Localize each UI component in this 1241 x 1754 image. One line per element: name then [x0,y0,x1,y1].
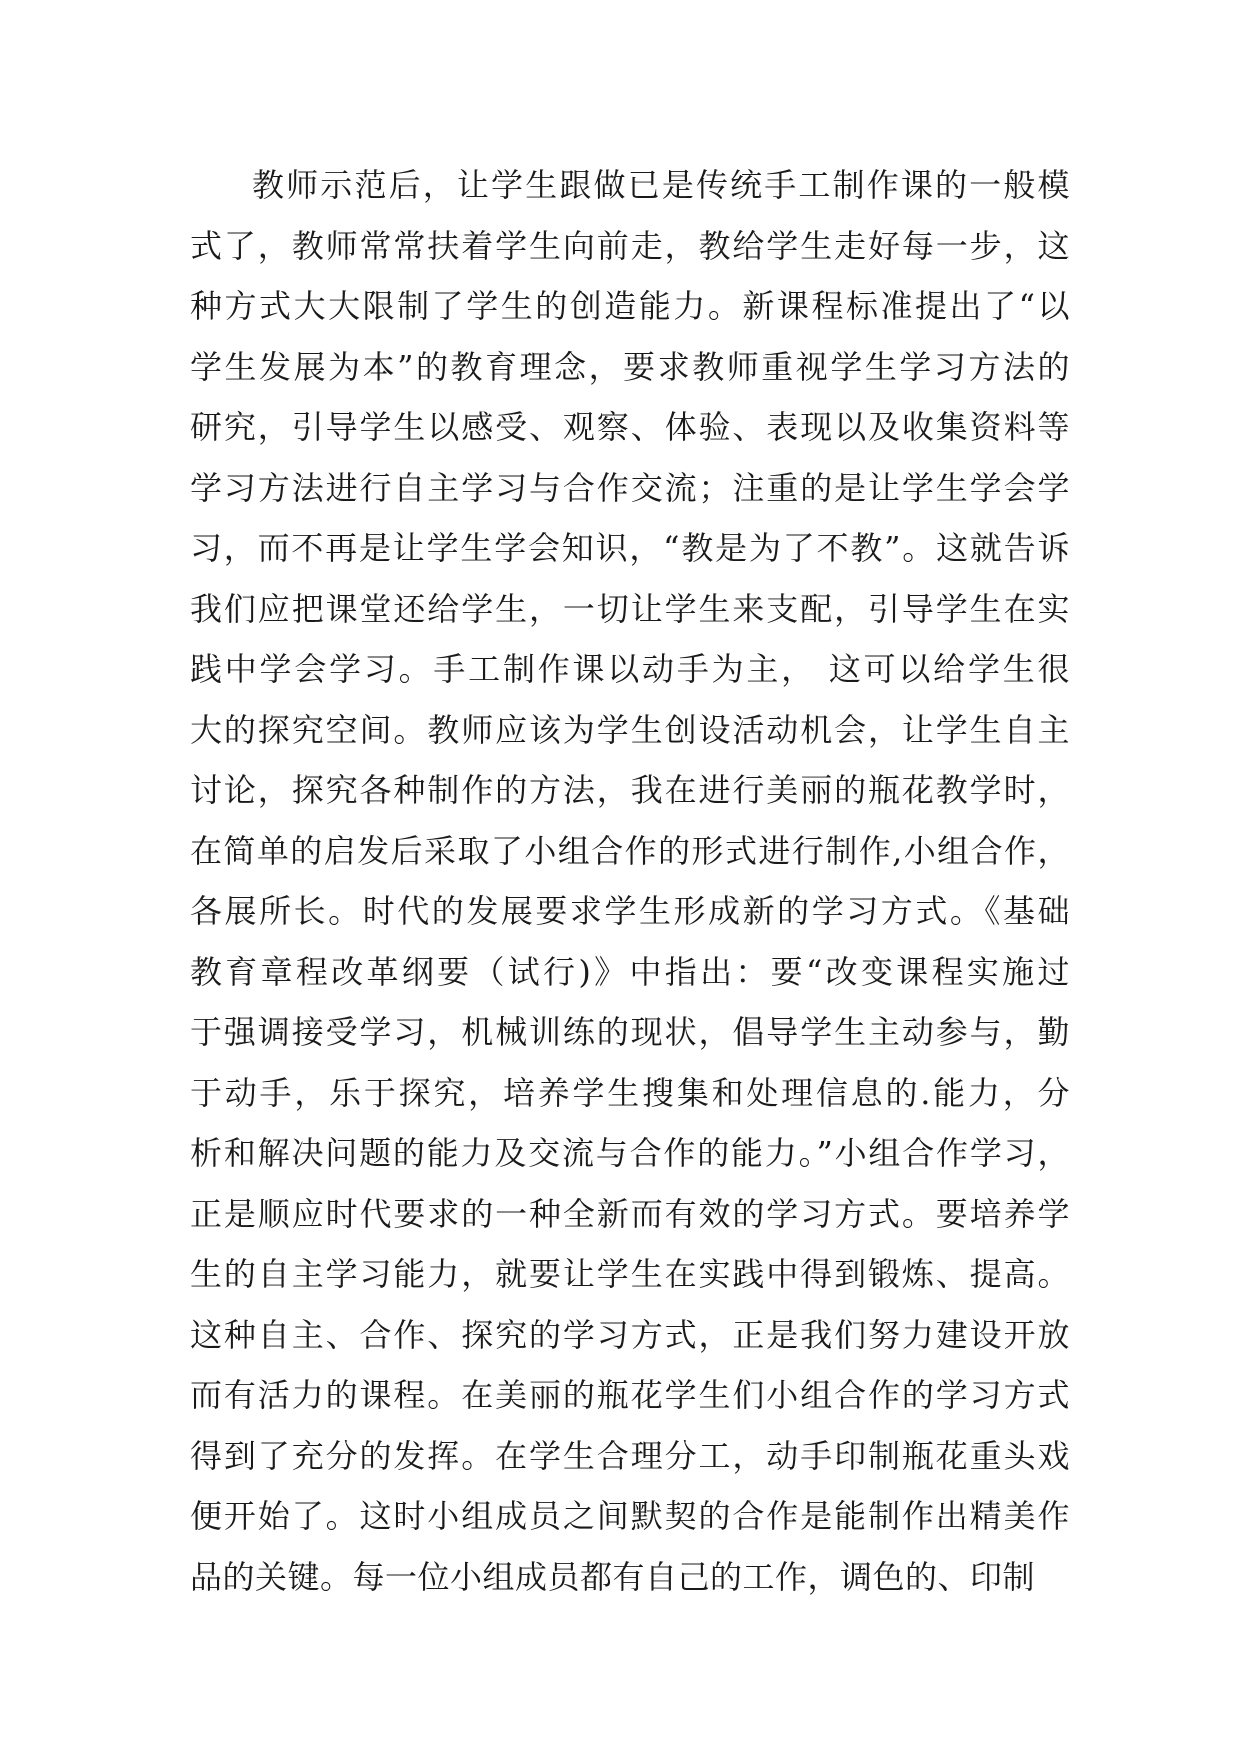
paragraph-line: 而有活力的课程。在美丽的瓶花学生们小组合作的学习方式 [190,1376,1070,1414]
paragraph-line: 得到了充分的发挥。在学生合理分工，动手印制瓶花重头戏 [190,1436,1070,1475]
paragraph-line: 习，而不再是让学生学会知识，“教是为了不教”。这就告诉 [190,529,1070,567]
paragraph-line: 析和解决问题的能力及交流与合作的能力。”小组合作学习， [190,1134,1070,1172]
paragraph-line: 这种自主、合作、探究的学习方式，正是我们努力建设开放 [190,1315,1070,1354]
paragraph-line: 讨论，探究各种制作的方法，我在进行美丽的瓶花教学时， [190,771,1070,809]
paragraph-line: 在简单的启发后采取了小组合作的形式进行制作,小组合作， [190,831,1070,870]
paragraph-line: 学习方法进行自主学习与合作交流；注重的是让学生学会学 [190,468,1070,507]
paragraph-line: 品的关键。每一位小组成员都有自己的工作，调色的、印制 [190,1557,1036,1596]
paragraph-line: 正是顺应时代要求的一种全新而有效的学习方式。要培养学 [190,1194,1070,1233]
paragraph-line: 于强调接受学习，机械训练的现状，倡导学生主动参与，勤 [190,1013,1070,1051]
paragraph-line: 教师示范后，让学生跟做已是传统手工制作课的一般模 [252,166,1070,204]
paragraph-line: 研究，引导学生以感受、观察、体验、表现以及收集资料等 [190,408,1070,446]
paragraph-line: 种方式大大限制了学生的创造能力。新课程标准提出了“以 [190,287,1070,325]
body-paragraph [190,155,1070,1607]
paragraph-line: 生的自主学习能力，就要让学生在实践中得到锻炼、提高。 [190,1255,1070,1293]
paragraph-line: 学生发展为本”的教育理念，要求教师重视学生学习方法的 [190,347,1070,386]
paragraph-line: 便开始了。这时小组成员之间默契的合作是能制作出精美作 [190,1497,1070,1535]
paragraph-line: 于动手，乐于探究，培养学生搜集和处理信息的.能力，分 [190,1073,1070,1112]
paragraph-line: 式了，教师常常扶着学生向前走，教给学生走好每一步，这 [190,226,1070,265]
paragraph-line: 大的探究空间。教师应该为学生创设活动机会，让学生自主 [190,710,1070,749]
paragraph-line: 各展所长。时代的发展要求学生形成新的学习方式。《基础 [190,892,1070,930]
paragraph-line: 教育章程改革纲要（试行)》中指出：要“改变课程实施过 [190,952,1070,991]
paragraph-line: 我们应把课堂还给学生，一切让学生来支配，引导学生在实 [190,589,1070,628]
paragraph-line: 践中学会学习。手工制作课以动手为主， 这可以给学生很 [190,650,1070,688]
